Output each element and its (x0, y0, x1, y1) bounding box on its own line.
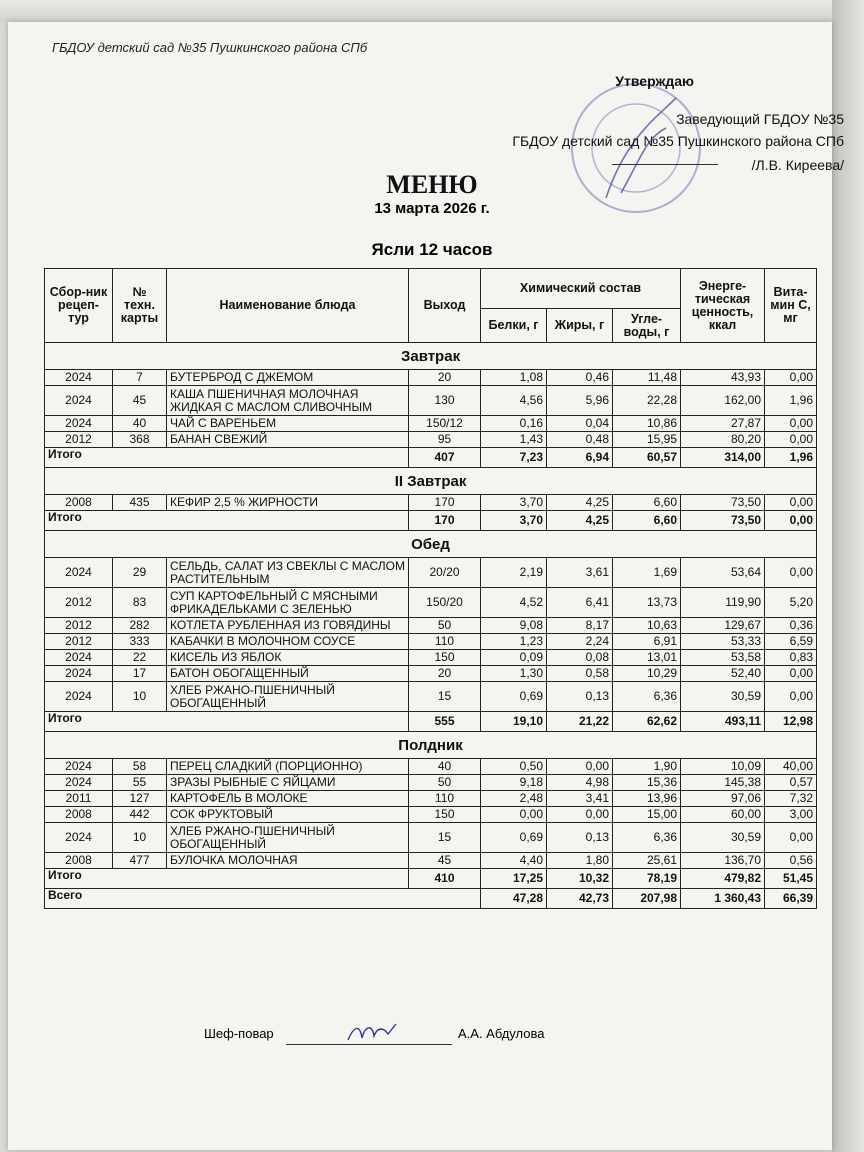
cell-card: 368 (113, 432, 167, 448)
section-title: Полдник (45, 732, 817, 759)
cell-carbs: 22,28 (613, 386, 681, 416)
cell-dish: БУЛОЧКА МОЛОЧНАЯ (167, 853, 409, 869)
table-row (45, 634, 817, 650)
cell-collection: 2024 (45, 650, 113, 666)
cell-energy: 52,40 (681, 666, 765, 682)
cell-yield: 95 (409, 432, 481, 448)
cell-vitamin: 0,56 (765, 853, 817, 869)
cell-energy: 53,33 (681, 634, 765, 650)
cell-fat: 0,58 (547, 666, 613, 682)
total-fat: 4,25 (547, 511, 613, 531)
header-protein: Белки, г (481, 309, 547, 343)
table-row (45, 775, 817, 791)
cell-protein: 2,19 (481, 558, 547, 588)
menu-date: 13 марта 2026 г. (374, 200, 490, 217)
cell-card: 29 (113, 558, 167, 588)
cell-collection: 2008 (45, 495, 113, 511)
cell-card: 435 (113, 495, 167, 511)
cell-yield: 170 (409, 495, 481, 511)
cell-vitamin: 40,00 (765, 759, 817, 775)
approval-organization: ГБДОУ детский сад №35 Пушкинского района СПб (512, 133, 844, 149)
table-row (45, 807, 817, 823)
cell-collection: 2008 (45, 807, 113, 823)
cell-yield: 15 (409, 823, 481, 853)
table-row (45, 416, 817, 432)
cell-energy: 53,64 (681, 558, 765, 588)
cell-dish: ЧАЙ С ВАРЕНЬЕМ (167, 416, 409, 432)
cell-dish: ПЕРЕЦ СЛАДКИЙ (ПОРЦИОННО) (167, 759, 409, 775)
section-header-row (45, 531, 817, 558)
cell-protein: 9,18 (481, 775, 547, 791)
header-vitamin: Вита-мин С, мг (765, 269, 817, 343)
cell-yield: 150/12 (409, 416, 481, 432)
table-row (45, 853, 817, 869)
table-row (45, 759, 817, 775)
header-chem: Химический состав (481, 269, 681, 309)
cell-dish: ЗРАЗЫ РЫБНЫЕ С ЯЙЦАМИ (167, 775, 409, 791)
total-row (45, 448, 817, 468)
chef-label: Шеф-повар (204, 1026, 274, 1041)
cell-vitamin: 3,00 (765, 807, 817, 823)
total-carbs: 6,60 (613, 511, 681, 531)
cell-vitamin: 0,36 (765, 618, 817, 634)
cell-fat: 0,46 (547, 370, 613, 386)
chef-signature-icon (344, 1018, 400, 1048)
cell-carbs: 13,73 (613, 588, 681, 618)
cell-vitamin: 0,00 (765, 432, 817, 448)
grand-total-label: Всего (45, 889, 481, 909)
cell-protein: 9,08 (481, 618, 547, 634)
cell-vitamin: 7,32 (765, 791, 817, 807)
total-energy: 479,82 (681, 869, 765, 889)
cell-yield: 110 (409, 791, 481, 807)
total-yield: 170 (409, 511, 481, 531)
total-label: Итого (45, 712, 409, 732)
total-fat: 10,32 (547, 869, 613, 889)
table-row (45, 370, 817, 386)
cell-energy: 119,90 (681, 588, 765, 618)
cell-energy: 27,87 (681, 416, 765, 432)
cell-dish: БАТОН ОБОГАЩЕННЫЙ (167, 666, 409, 682)
total-row (45, 869, 817, 889)
cell-collection: 2024 (45, 558, 113, 588)
cell-collection: 2024 (45, 682, 113, 712)
section-title: Завтрак (45, 343, 817, 370)
cell-dish: СЕЛЬДЬ, САЛАТ ИЗ СВЕКЛЫ С МАСЛОМ РАСТИТЕЛЬНЫМ (167, 558, 409, 588)
cell-yield: 20 (409, 666, 481, 682)
cell-card: 127 (113, 791, 167, 807)
table-row (45, 618, 817, 634)
total-row (45, 511, 817, 531)
cell-energy: 43,93 (681, 370, 765, 386)
cell-yield: 130 (409, 386, 481, 416)
cell-vitamin: 0,00 (765, 666, 817, 682)
cell-vitamin: 0,00 (765, 370, 817, 386)
total-vitamin: 12,98 (765, 712, 817, 732)
section-header-row (45, 468, 817, 495)
table-row (45, 386, 817, 416)
cell-yield: 50 (409, 775, 481, 791)
total-vitamin: 1,96 (765, 448, 817, 468)
header-fat: Жиры, г (547, 309, 613, 343)
cell-protein: 0,09 (481, 650, 547, 666)
approval-title: Утверждаю (615, 73, 694, 89)
cell-card: 282 (113, 618, 167, 634)
cell-vitamin: 6,59 (765, 634, 817, 650)
cell-card: 45 (113, 386, 167, 416)
cell-energy: 80,20 (681, 432, 765, 448)
cell-dish: КОТЛЕТА РУБЛЕННАЯ ИЗ ГОВЯДИНЫ (167, 618, 409, 634)
header-dish: Наименование блюда (167, 269, 409, 343)
cell-energy: 145,38 (681, 775, 765, 791)
total-row (45, 712, 817, 732)
section-header-row (45, 343, 817, 370)
total-fat: 6,94 (547, 448, 613, 468)
cell-fat: 0,48 (547, 432, 613, 448)
cell-dish: БУТЕРБРОД С ДЖЕМОМ (167, 370, 409, 386)
cell-protein: 4,56 (481, 386, 547, 416)
table-row (45, 432, 817, 448)
cell-carbs: 15,95 (613, 432, 681, 448)
cell-energy: 136,70 (681, 853, 765, 869)
table-row (45, 682, 817, 712)
cell-collection: 2012 (45, 588, 113, 618)
cell-yield: 150/20 (409, 588, 481, 618)
cell-card: 10 (113, 682, 167, 712)
cell-collection: 2012 (45, 432, 113, 448)
menu-body (45, 343, 817, 909)
cell-card: 7 (113, 370, 167, 386)
cell-fat: 0,08 (547, 650, 613, 666)
cell-collection: 2024 (45, 386, 113, 416)
cell-dish: СОК ФРУКТОВЫЙ (167, 807, 409, 823)
cell-protein: 4,40 (481, 853, 547, 869)
cell-yield: 40 (409, 759, 481, 775)
group-name: Ясли 12 часов (371, 240, 493, 259)
grand-total-energy: 1 360,43 (681, 889, 765, 909)
cell-yield: 150 (409, 650, 481, 666)
grand-total-fat: 42,73 (547, 889, 613, 909)
total-label: Итого (45, 511, 409, 531)
cell-vitamin: 0,00 (765, 416, 817, 432)
cell-protein: 4,52 (481, 588, 547, 618)
cell-carbs: 13,96 (613, 791, 681, 807)
cell-carbs: 25,61 (613, 853, 681, 869)
cell-carbs: 6,91 (613, 634, 681, 650)
header-card: № техн. карты (113, 269, 167, 343)
cell-fat: 0,00 (547, 807, 613, 823)
total-vitamin: 0,00 (765, 511, 817, 531)
cell-energy: 73,50 (681, 495, 765, 511)
cell-fat: 8,17 (547, 618, 613, 634)
cell-energy: 30,59 (681, 823, 765, 853)
cell-fat: 1,80 (547, 853, 613, 869)
total-protein: 19,10 (481, 712, 547, 732)
total-energy: 73,50 (681, 511, 765, 531)
page-title: МЕНЮ (386, 170, 478, 199)
cell-carbs: 10,63 (613, 618, 681, 634)
total-energy: 493,11 (681, 712, 765, 732)
cell-vitamin: 0,57 (765, 775, 817, 791)
table-row (45, 650, 817, 666)
cell-vitamin: 5,20 (765, 588, 817, 618)
cell-dish: КАРТОФЕЛЬ В МОЛОКЕ (167, 791, 409, 807)
cell-protein: 1,23 (481, 634, 547, 650)
table-row (45, 588, 817, 618)
cell-dish: ХЛЕБ РЖАНО-ПШЕНИЧНЫЙ ОБОГАЩЕННЫЙ (167, 823, 409, 853)
cell-dish: КАБАЧКИ В МОЛОЧНОМ СОУСЕ (167, 634, 409, 650)
cell-dish: КАША ПШЕНИЧНАЯ МОЛОЧНАЯ ЖИДКАЯ С МАСЛОМ СЛИВОЧНЫМ (167, 386, 409, 416)
total-label: Итого (45, 869, 409, 889)
approval-signature-line (612, 164, 718, 165)
cell-carbs: 10,86 (613, 416, 681, 432)
cell-collection: 2024 (45, 759, 113, 775)
total-yield: 555 (409, 712, 481, 732)
cell-collection: 2024 (45, 775, 113, 791)
approval-signatory: /Л.В. Киреева/ (751, 157, 844, 173)
cell-fat: 4,25 (547, 495, 613, 511)
cell-vitamin: 0,00 (765, 558, 817, 588)
cell-carbs: 6,36 (613, 823, 681, 853)
cell-collection: 2012 (45, 618, 113, 634)
cell-card: 17 (113, 666, 167, 682)
cell-collection: 2012 (45, 634, 113, 650)
cell-energy: 60,00 (681, 807, 765, 823)
cell-dish: ХЛЕБ РЖАНО-ПШЕНИЧНЫЙ ОБОГАЩЕННЫЙ (167, 682, 409, 712)
cell-protein: 0,00 (481, 807, 547, 823)
cell-card: 40 (113, 416, 167, 432)
header-energy: Энерге-тическая ценность, ккал (681, 269, 765, 343)
total-fat: 21,22 (547, 712, 613, 732)
cell-carbs: 15,36 (613, 775, 681, 791)
cell-energy: 30,59 (681, 682, 765, 712)
total-protein: 7,23 (481, 448, 547, 468)
cell-yield: 150 (409, 807, 481, 823)
cell-fat: 0,13 (547, 823, 613, 853)
chef-name: А.А. Абдулова (458, 1026, 545, 1041)
table-row (45, 666, 817, 682)
cell-fat: 3,61 (547, 558, 613, 588)
menu-table (44, 268, 817, 909)
cell-vitamin: 1,96 (765, 386, 817, 416)
cell-yield: 110 (409, 634, 481, 650)
cell-collection: 2008 (45, 853, 113, 869)
cell-yield: 15 (409, 682, 481, 712)
cell-carbs: 1,90 (613, 759, 681, 775)
cell-carbs: 1,69 (613, 558, 681, 588)
total-label: Итого (45, 448, 409, 468)
cell-carbs: 13,01 (613, 650, 681, 666)
cell-carbs: 6,60 (613, 495, 681, 511)
total-protein: 17,25 (481, 869, 547, 889)
cell-carbs: 6,36 (613, 682, 681, 712)
cell-collection: 2024 (45, 416, 113, 432)
cell-card: 22 (113, 650, 167, 666)
cell-fat: 0,04 (547, 416, 613, 432)
cell-protein: 0,69 (481, 682, 547, 712)
cell-card: 10 (113, 823, 167, 853)
cell-carbs: 15,00 (613, 807, 681, 823)
cell-card: 477 (113, 853, 167, 869)
cell-protein: 1,43 (481, 432, 547, 448)
cell-energy: 10,09 (681, 759, 765, 775)
cell-collection: 2024 (45, 823, 113, 853)
cell-card: 55 (113, 775, 167, 791)
cell-dish: БАНАН СВЕЖИЙ (167, 432, 409, 448)
approval-position: Заведующий ГБДОУ №35 (676, 111, 844, 127)
cell-fat: 4,98 (547, 775, 613, 791)
cell-yield: 45 (409, 853, 481, 869)
cell-protein: 0,16 (481, 416, 547, 432)
cell-energy: 129,67 (681, 618, 765, 634)
table-row (45, 495, 817, 511)
cell-fat: 6,41 (547, 588, 613, 618)
grand-total-protein: 47,28 (481, 889, 547, 909)
cell-card: 58 (113, 759, 167, 775)
cell-yield: 20 (409, 370, 481, 386)
cell-fat: 0,13 (547, 682, 613, 712)
cell-fat: 2,24 (547, 634, 613, 650)
cell-card: 333 (113, 634, 167, 650)
section-title: Обед (45, 531, 817, 558)
total-carbs: 62,62 (613, 712, 681, 732)
cell-protein: 1,30 (481, 666, 547, 682)
cell-card: 442 (113, 807, 167, 823)
cell-fat: 5,96 (547, 386, 613, 416)
cell-yield: 50 (409, 618, 481, 634)
grand-total-vitamin: 66,39 (765, 889, 817, 909)
cell-protein: 0,69 (481, 823, 547, 853)
table-row (45, 558, 817, 588)
cell-vitamin: 0,00 (765, 823, 817, 853)
cell-protein: 2,48 (481, 791, 547, 807)
total-carbs: 60,57 (613, 448, 681, 468)
cell-collection: 2011 (45, 791, 113, 807)
cell-protein: 0,50 (481, 759, 547, 775)
header-carbs: Угле-воды, г (613, 309, 681, 343)
total-yield: 407 (409, 448, 481, 468)
header-yield: Выход (409, 269, 481, 343)
section-header-row (45, 732, 817, 759)
cell-dish: КИСЕЛЬ ИЗ ЯБЛОК (167, 650, 409, 666)
cell-collection: 2024 (45, 370, 113, 386)
total-protein: 3,70 (481, 511, 547, 531)
table-row (45, 791, 817, 807)
org-header: ГБДОУ детский сад №35 Пушкинского района СПб (52, 40, 368, 55)
total-yield: 410 (409, 869, 481, 889)
cell-collection: 2024 (45, 666, 113, 682)
cell-fat: 0,00 (547, 759, 613, 775)
cell-yield: 20/20 (409, 558, 481, 588)
cell-carbs: 10,29 (613, 666, 681, 682)
total-vitamin: 51,45 (765, 869, 817, 889)
total-energy: 314,00 (681, 448, 765, 468)
table-row (45, 823, 817, 853)
cell-energy: 53,58 (681, 650, 765, 666)
cell-carbs: 11,48 (613, 370, 681, 386)
cell-dish: СУП КАРТОФЕЛЬНЫЙ С МЯСНЫМИ ФРИКАДЕЛЬКАМИ С ЗЕЛЕНЬЮ (167, 588, 409, 618)
photo-top-edge (0, 0, 864, 22)
cell-card: 83 (113, 588, 167, 618)
cell-vitamin: 0,00 (765, 682, 817, 712)
section-title: II Завтрак (45, 468, 817, 495)
grand-total-carbs: 207,98 (613, 889, 681, 909)
cell-fat: 3,41 (547, 791, 613, 807)
cell-vitamin: 0,83 (765, 650, 817, 666)
cell-energy: 97,06 (681, 791, 765, 807)
cell-protein: 3,70 (481, 495, 547, 511)
cell-dish: КЕФИР 2,5 % ЖИРНОСТИ (167, 495, 409, 511)
total-carbs: 78,19 (613, 869, 681, 889)
cell-energy: 162,00 (681, 386, 765, 416)
grand-total-row (45, 889, 817, 909)
header-collection: Сбор-ник рецеп-тур (45, 269, 113, 343)
cell-vitamin: 0,00 (765, 495, 817, 511)
cell-protein: 1,08 (481, 370, 547, 386)
